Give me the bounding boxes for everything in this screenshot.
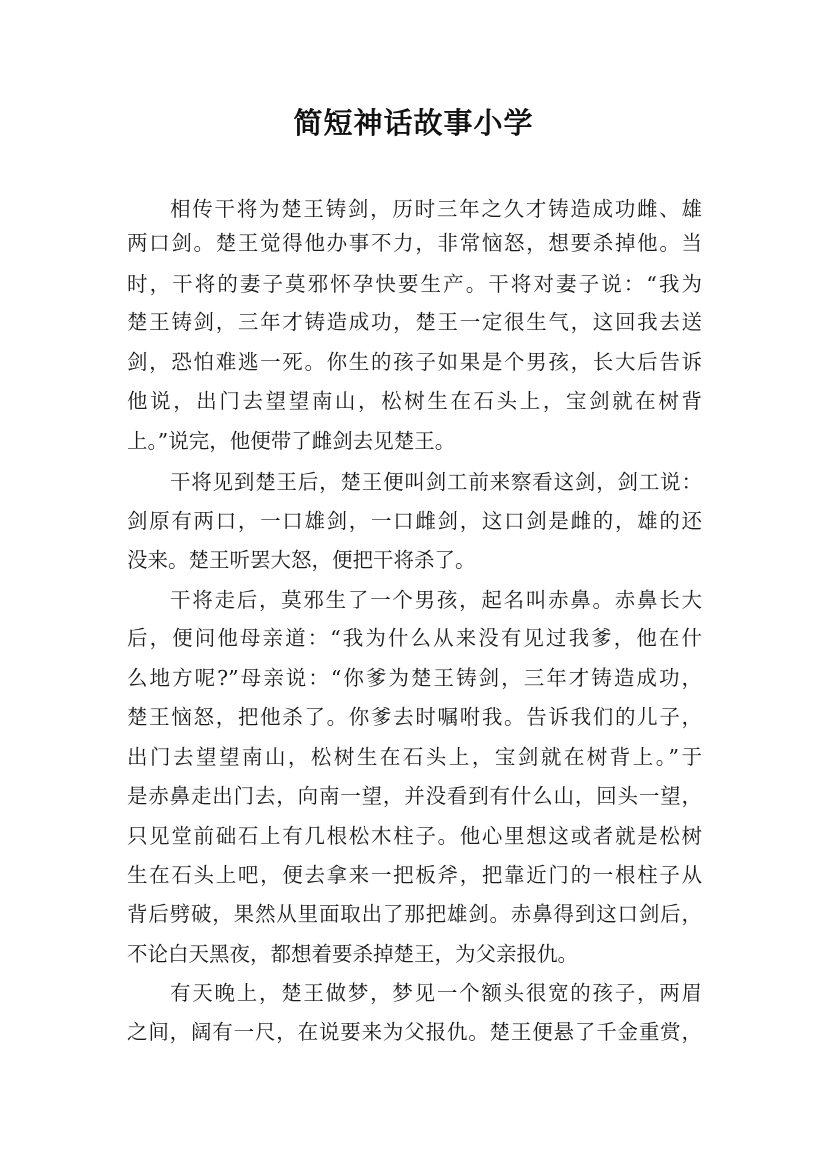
- paragraph-2-line-2: 剑原有两口，一口雄剑，一口雌剑，这口剑是雌的，雄的还: [127, 509, 702, 533]
- paragraph-3-line-5: 出门去望望南山，松树生在石头上，宝剑就在树背上。”于: [127, 745, 702, 769]
- paragraph-1-line-5: 剑，恐怕难逃一死。你生的孩子如果是个男孩，长大后告诉: [127, 350, 702, 374]
- paragraph-1-line-7: 上。”说完，他便带了雌剑去见楚王。: [127, 429, 456, 453]
- paragraph-1-line-2: 两口剑。楚王觉得他办事不力，非常恼怒，想要杀掉他。当: [127, 231, 702, 255]
- paragraph-2-line-3: 没来。楚王听罢大怒，便把干将杀了。: [127, 548, 476, 572]
- paragraph-3-line-1: 干将走后，莫邪生了一个男孩，起名叫赤鼻。赤鼻长大: [170, 588, 702, 612]
- paragraph-1-line-6: 他说，出门去望望南山，松树生在石头上，宝剑就在树背: [127, 389, 702, 413]
- paragraph-2-line-1: 干将见到楚王后，楚王便叫剑工前来察看这剑，剑工说：: [170, 470, 702, 494]
- paragraph-4-line-1: 有天晚上，楚王做梦，梦见一个额头很宽的孩子，两眉: [170, 981, 702, 1005]
- paragraph-4-line-2: 之间，阔有一尺，在说要来为父报仇。楚王便悬了千金重赏，: [127, 1020, 702, 1044]
- paragraph-3-line-2: 后，便问他母亲道：“我为什么从来没有见过我爹，他在什: [127, 626, 702, 650]
- paragraph-3-line-10: 不论白天黑夜，都想着要杀掉楚王，为父亲报仇。: [127, 942, 578, 966]
- paragraph-1-line-3: 时，干将的妻子莫邪怀孕快要生产。干将对妻子说：“我为: [127, 272, 702, 296]
- paragraph-3-line-3: 么地方呢?”母亲说：“你爹为楚王铸剑，三年才铸造成功，: [127, 666, 702, 690]
- document-title: 简短神话故事小学: [293, 106, 534, 140]
- paragraph-3-line-6: 是赤鼻走出门去，向南一望，并没看到有什么山，回头一望，: [127, 784, 702, 808]
- paragraph-3-line-9: 背后劈破，果然从里面取出了那把雄剑。赤鼻得到这口剑后，: [127, 902, 702, 926]
- paragraph-1-line-4: 楚王铸剑，三年才铸造成功，楚王一定很生气，这回我去送: [127, 310, 702, 334]
- paragraph-1-line-1: 相传干将为楚王铸剑，历时三年之久才铸造成功雌、雄: [170, 197, 702, 221]
- paragraph-3-line-7: 只见堂前础石上有几根松木柱子。他心里想这或者就是松树: [127, 824, 702, 848]
- paragraph-3-line-8: 生在石头上吧，便去拿来一把板斧，把靠近门的一根柱子从: [127, 863, 702, 887]
- paragraph-3-line-4: 楚王恼怒，把他杀了。你爹去时嘱咐我。告诉我们的儿子，: [127, 705, 702, 729]
